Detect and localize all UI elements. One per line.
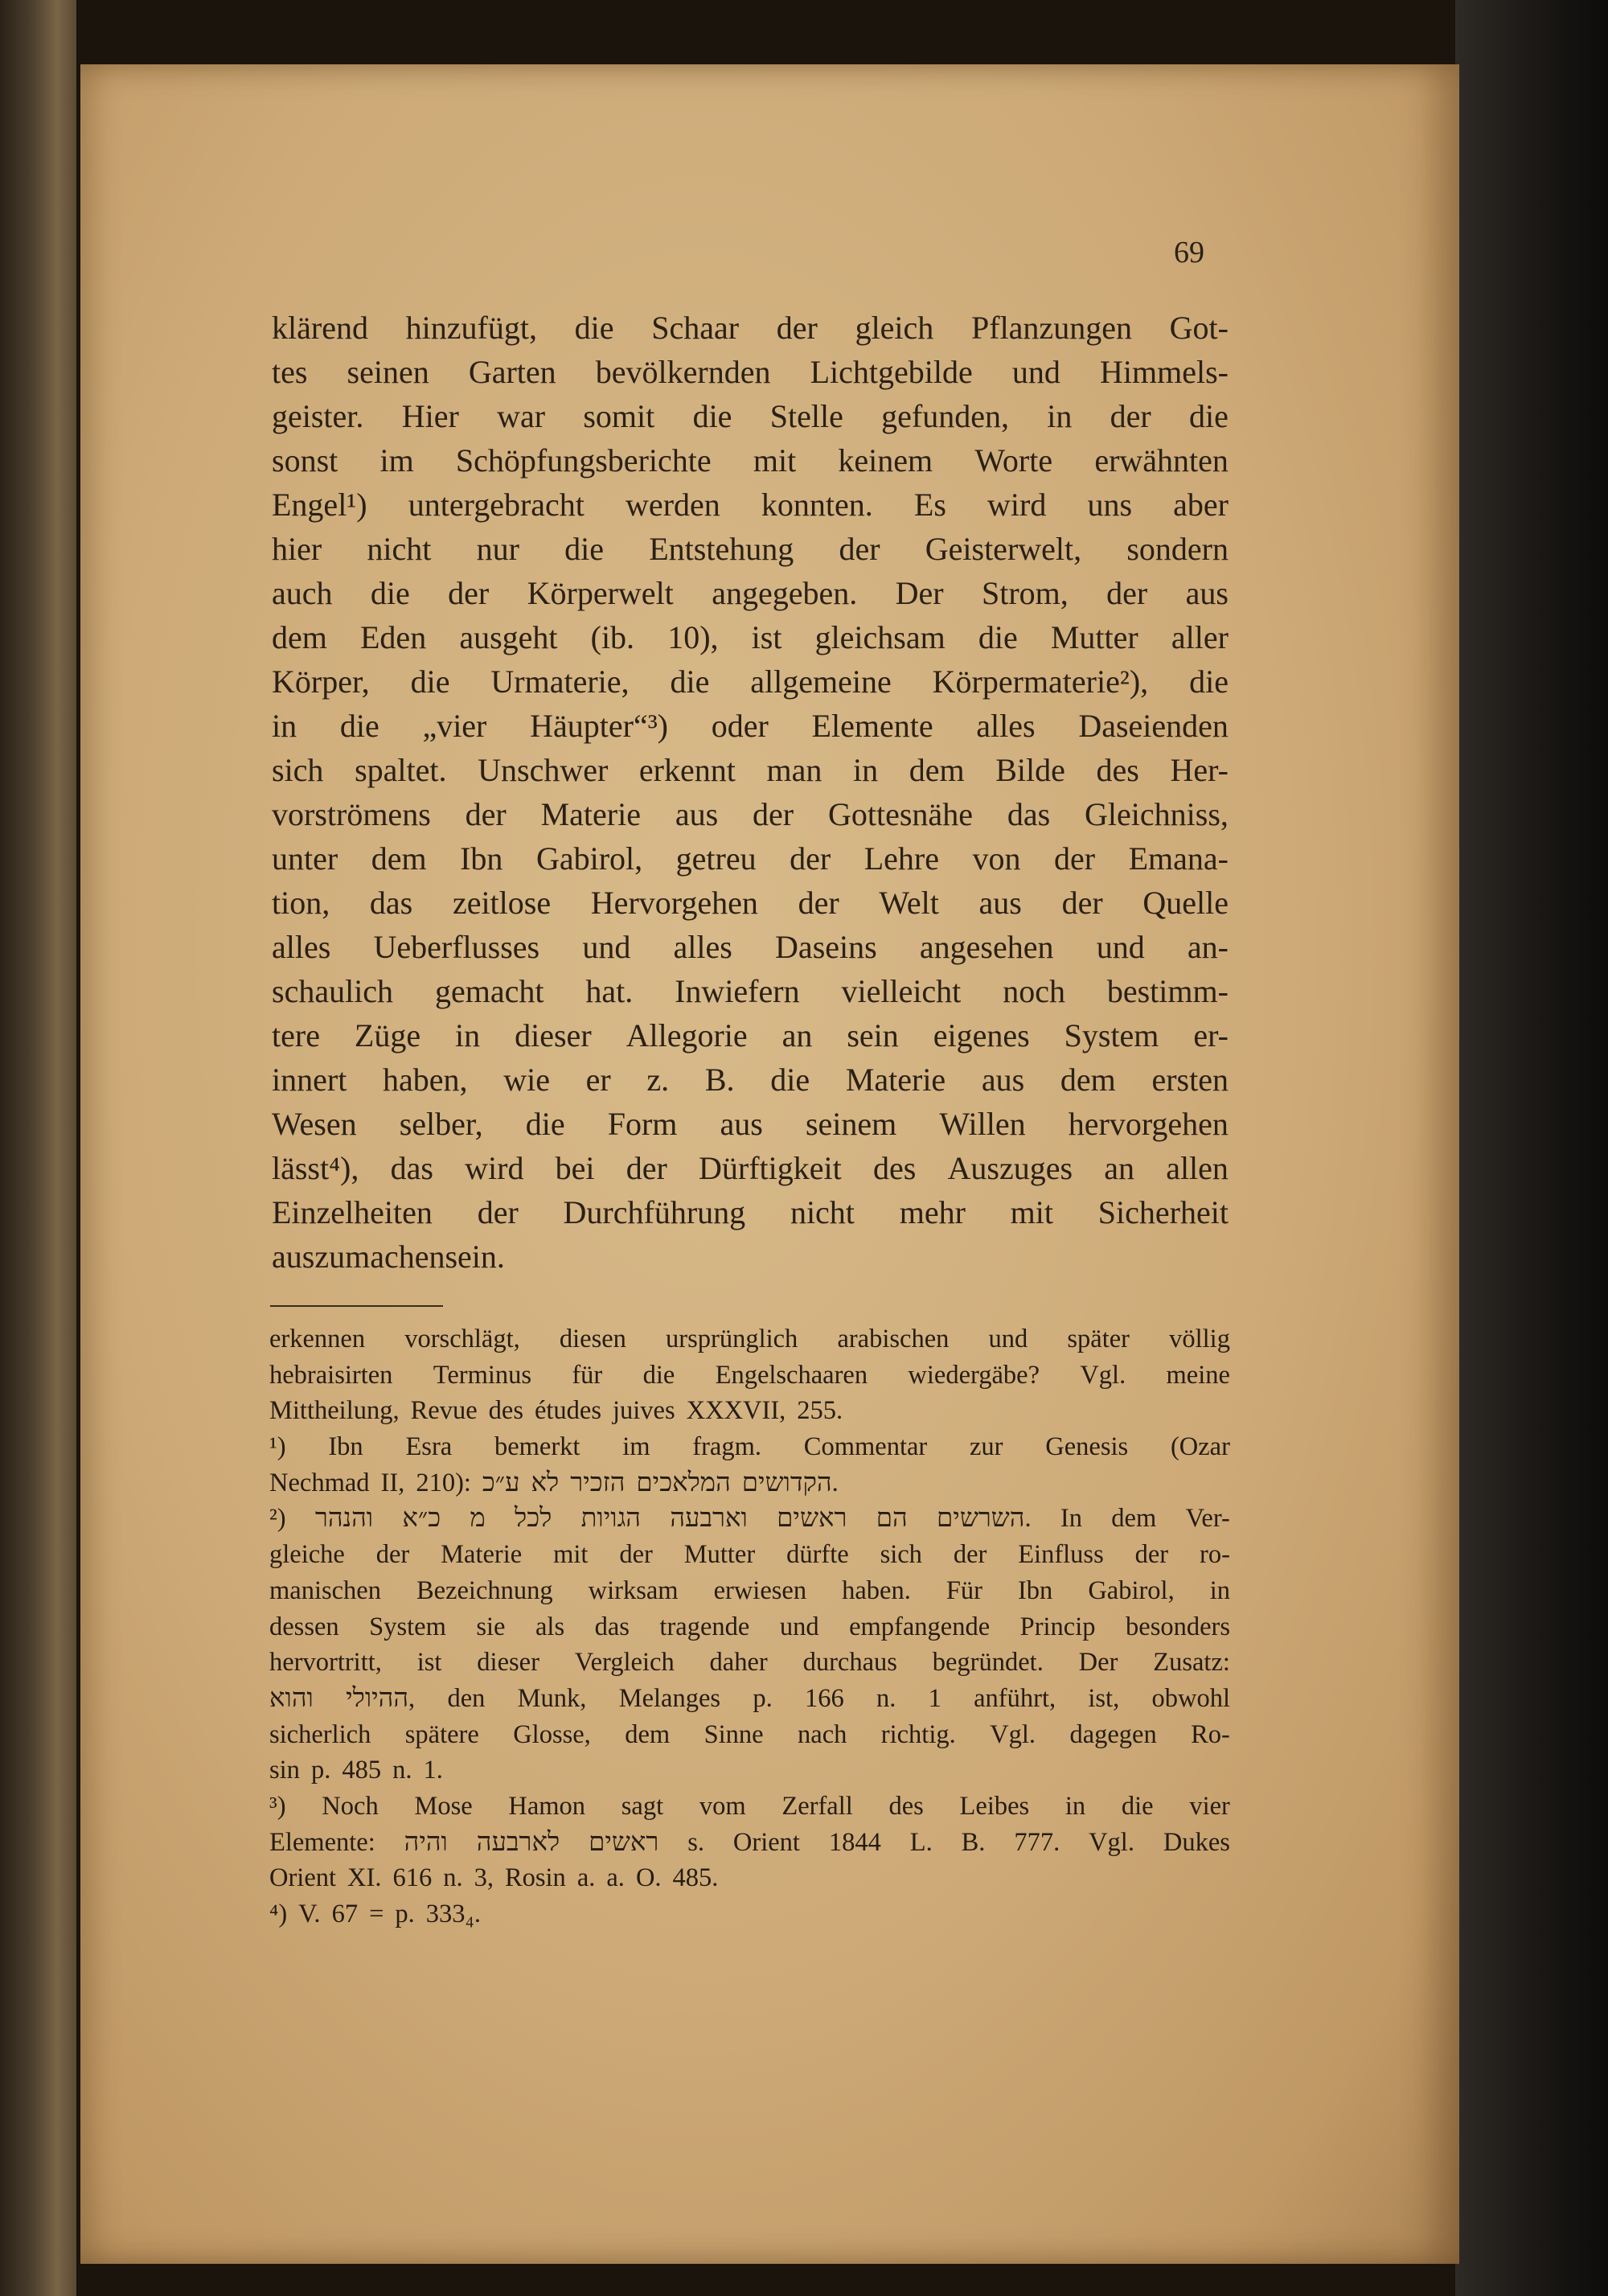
footnote-line: ¹) Ibn Esra bemerkt im fragm. Commentar zur Genesis (Ozar (269, 1432, 1230, 1462)
text-line: in die „vier Häupter“³) oder Elemente alles Daseienden (272, 708, 1229, 744)
footnote-line: Mittheilung, Revue des études juives XXXVII, 255. (269, 1396, 843, 1426)
footnote-line: manischen Bezeichnung wirksam erwiesen haben. Für Ibn Gabirol, in (269, 1575, 1230, 1605)
text-line: geister. Hier war somit die Stelle gefunden, in der die (272, 398, 1229, 434)
text-line: auch die der Körperwelt angegeben. Der Strom, der aus (272, 575, 1229, 611)
footnote-line: dessen System sie als das tragende und empfangende Princip besonders (269, 1612, 1230, 1641)
footnote-line: sin p. 485 n. 1. (269, 1756, 443, 1785)
text-line: Körper, die Urmaterie, die allgemeine Körpermaterie²), die (272, 663, 1229, 700)
footnote-line: Elemente: והיה לארבעה ראשים s. Orient 1844 L. B. 777. Vgl. Dukes (269, 1827, 1230, 1857)
text-line: Engel¹) untergebracht werden konnten. Es wird uns aber (272, 487, 1229, 523)
text-line: lässt⁴), das wird bei der Dürftigkeit des Auszuges an allen (272, 1150, 1229, 1186)
text-line: vorströmens der Materie aus der Gottesnähe das Gleichniss, (272, 796, 1229, 832)
footnote-line: sicherlich spätere Glosse, dem Sinne nach richtig. Vgl. dagegen Ro- (269, 1719, 1230, 1749)
footnotes (269, 1321, 1230, 1933)
footnote-line: ²) והנהר כ״א מ לכל הגויות וארבעה ראשים הם השרשים. In dem Ver- (269, 1504, 1230, 1534)
text-line: tes seinen Garten bevölkernden Lichtgebilde und Himmels- (272, 354, 1229, 390)
text-line: tere Züge in dieser Allegorie an sein eigenes System er- (272, 1017, 1229, 1054)
text-line: sonst im Schöpfungsberichte mit keinem Worte erwähnten (272, 442, 1229, 479)
text-line: dem Eden ausgeht (ib. 10), ist gleichsam die Mutter aller (272, 619, 1229, 655)
text-line: sich spaltet. Unschwer erkennt man in dem Bilde des Her- (272, 752, 1229, 788)
text-line: alles Ueberflusses und alles Daseins angesehen und an- (272, 929, 1229, 965)
footnote-line: ³) Noch Mose Hamon sagt vom Zerfall des Leibes in die vier (269, 1791, 1230, 1821)
footnote-line: Orient XI. 616 n. 3, Rosin a. a. O. 485. (269, 1863, 719, 1893)
text-line: Wesen selber, die Form aus seinem Willen hervorgehen (272, 1106, 1229, 1142)
text-line: tion, das zeitlose Hervorgehen der Welt aus der Quelle (272, 885, 1229, 921)
book-binding-right (1455, 0, 1608, 2296)
page-number: 69 (1174, 236, 1204, 269)
footnote-line: gleiche der Materie mit der Mutter dürfte sich der Einfluss der ro- (269, 1540, 1230, 1570)
footnote-line: ⁴) V. 67 = p. 333₄. (269, 1900, 481, 1928)
footnote-line: hervortritt, ist dieser Vergleich daher durchaus begründet. Der Zusatz: (269, 1648, 1230, 1678)
text-line: Einzelheiten der Durchführung nicht mehr mit Sicherheit (272, 1194, 1229, 1230)
book-edge-left (0, 0, 76, 2296)
footnote-line: erkennen vorschlägt, diesen ursprünglich arabischen und später völlig (269, 1325, 1230, 1353)
footnote-separator (270, 1305, 443, 1307)
footnote-line: Nechmad II, 210): ע״כ לא הזכיר המלאכים הקדושים. (269, 1468, 839, 1497)
text-line: klärend hinzufügt, die Schaar der gleich Pflanzungen Got- (272, 310, 1229, 346)
text-line: unter dem Ibn Gabirol, getreu der Lehre von der Emana- (272, 840, 1229, 877)
text-line: schaulich gemacht hat. Inwiefern vielleicht noch bestimm- (272, 973, 1229, 1009)
text-line: auszumachen sein. (272, 1238, 505, 1275)
footnote-line: והוא ההיולי, den Munk, Melanges p. 166 n. 1 anführt, ist, obwohl (269, 1683, 1230, 1713)
text-line: innert haben, wie er z. B. die Materie aus dem ersten (272, 1062, 1229, 1098)
text-line: hier nicht nur die Entstehung der Geisterwelt, sondern (272, 531, 1229, 567)
main-body-text (272, 306, 1229, 1279)
footnote-line: hebraisirten Terminus für die Engelschaaren wiedergäbe? Vgl. meine (269, 1360, 1230, 1390)
